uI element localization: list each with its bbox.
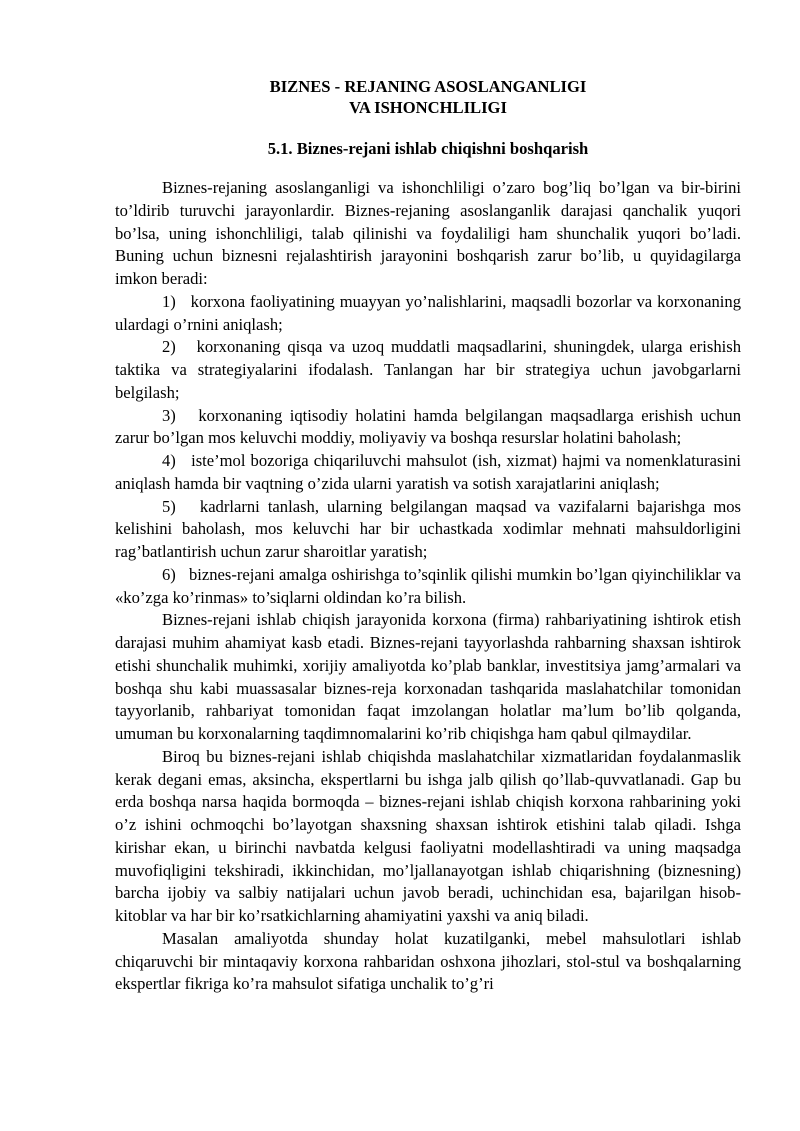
list-item-6: 6) biznes-rejani amalga oshirishga to’sqinlik qilishi mumkin bo’lgan qiyinchiliklar va «ko’zga ko’rinmas» to’siqlarni oldindan ko’ra bilish.	[115, 564, 741, 607]
list-item-3: 3) korxonaning iqtisodiy holatini hamda belgilangan maqsadlarga erishish uchun zarur bo’lgan mos keluvchi moddiy, moliyaviy va boshqa resurslar holatini baholash;	[115, 405, 741, 448]
document-page	[115, 0, 741, 996]
list-item-5: 5) kadrlarni tanlash, ularning belgilangan maqsad va vazifalarni bajarishga mos kelishini baholash, mos keluvchi har bir uchastkada xodimlar mehnati mahsuldorligini rag’batlantirish uchun zarur sharoitlar yaratish;	[115, 496, 741, 561]
list-item-2: 2) korxonaning qisqa va uzoq muddatli maqsadlarini, shuningdek, ularga erishish taktika va strategiyalarini ifodalash. Tanlangan har bir strategiya uchun javobgarlarni belgilash;	[115, 337, 741, 402]
list-item-1: 1) korxona faoliyatining muayyan yo’nalishlarini, maqsadli bozorlar va korxonaning ulardagi o’rnini aniqlash;	[115, 291, 741, 334]
paragraph-example: Masalan amaliyotda shunday holat kuzatilganki, mebel mahsulotlari ishlab chiqaruvchi bir mintaqaviy korxona rahbaridan oshxona jihozlari, stol-stul va boshqalarning ekspertlar fikriga ko’ra mahsulot sifatiga unchalik to’g’ri	[115, 928, 741, 994]
document-title	[115, 76, 741, 118]
title-line-1: BIZNES - REJANING ASOSLANGANLIGI	[269, 77, 587, 96]
section-heading: 5.1. Biznes-rejani ishlab chiqishni boshqarish	[267, 139, 589, 158]
document-body	[115, 177, 741, 996]
title-line-2: VA ISHONCHLILIGI	[349, 98, 507, 117]
paragraph-management: Biznes-rejani ishlab chiqish jarayonida korxona (firma) rahbariyatining ishtirok etish darajasi muhim ahamiyat kasb etadi. Biznes-rejani tayyorlashda rahbarning shaxsan ishtirok etishi shunchalik muhimki, xorijiy amaliyotda ko’plab banklar, investitsiya jamg’armalari va boshqa shu kabi muassasalar biznes-reja korxonadan tashqarida maslahatchilar tomonidan tayyorlanib, rahbariyat tomonidan faqat imzolangan holatlar ma’lum bo’lib qolganda, umuman bu korxonalarning taqdimnomalarini ko’rib chiqishga ham qabul qilmaydilar.	[115, 610, 741, 743]
list-item-4: 4) iste’mol bozoriga chiqariluvchi mahsulot (ish, xizmat) hajmi va nomenklaturasini aniqlash hamda bir vaqtning o’zida ularni yaratish va sotish xarajatlarini aniqlash;	[115, 451, 741, 493]
paragraph-intro: Biznes-rejaning asoslanganligi va ishonchliligi o’zaro bog’liq bo’lgan va bir-birini to’ldirib turuvchi jarayonlardir. Biznes-rejaning asoslanganlik darajasi qanchalik yuqori bo’lsa, uning ishonchliligi, talab qilinishi va foydaliligi ham shunchalik yuqori bo’ladi. Buning uchun biznesni rejalashtirish jarayonini boshqarish zarur bo’lib, u quyidagilarga imkon beradi:	[115, 178, 741, 288]
paragraph-consultants: Biroq bu biznes-rejani ishlab chiqishda maslahatchilar xizmatlaridan foydalanmaslik kerak degani emas, aksincha, ekspertlarni bu ishga jalb qilish qo’llab-quvvatlanadi. Gap bu erda boshqa narsa haqida bormoqda – biznes-rejani ishlab chiqish korxona rahbarining yoki o’z ishini ochmoqchi bo’layotgan shaxsning shaxsan ishtirok etishini talab qiladi. Ishga kirishar ekan, u birinchi navbatda kelgusi faoliyatni modellashtiradi va uning maqsadga muvofiqligini tekshiradi, ikkinchidan, mo’ljallanayotgan ishlab chiqarishning (biznesning) barcha ijobiy va salbiy natijalari uchun javob beradi, uchinchidan esa, bajarilgan hisob-kitoblar va har bir ko’rsatkichlarning ahamiyatini yaxshi va aniq biladi.	[115, 746, 741, 925]
